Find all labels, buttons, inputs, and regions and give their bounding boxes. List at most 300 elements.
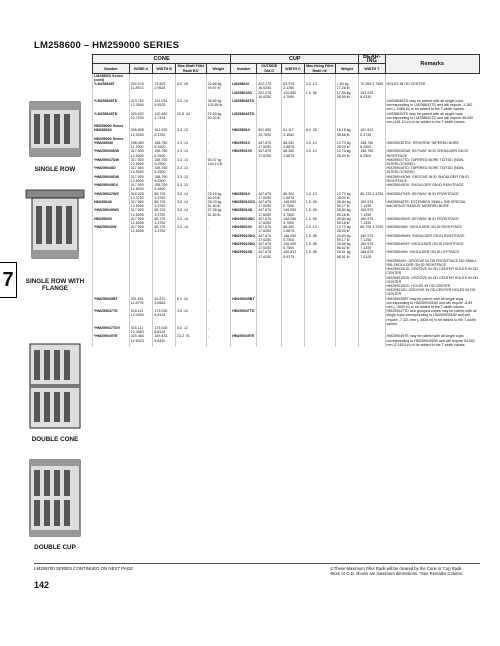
cell-rr bbox=[304, 99, 335, 112]
cell-cw: 120.650 4.7500 bbox=[282, 91, 305, 99]
cell-cup bbox=[231, 183, 257, 191]
cell-remarks bbox=[385, 73, 480, 82]
cell-cone: *HM259030BT bbox=[93, 297, 130, 310]
cell-cwt: 26.84 kg 59.18 lb bbox=[335, 208, 359, 216]
cell-bore: 320.632 12.7033 bbox=[129, 112, 153, 125]
cell-cwt bbox=[335, 267, 359, 275]
cell-cone: *HM259047TDV bbox=[93, 326, 130, 334]
page-number: 142 bbox=[34, 580, 50, 590]
cell-remarks: HM259010DC: HOLES IN OD CENTER bbox=[385, 284, 480, 288]
cell-cw bbox=[282, 276, 305, 284]
cell-wt: 22.83 kg 50.33 lb bbox=[206, 112, 231, 125]
cell-od bbox=[257, 112, 282, 125]
cell-width bbox=[153, 91, 176, 99]
cell-remarks bbox=[385, 208, 480, 216]
cell-wt: - bbox=[206, 297, 231, 310]
cell-t bbox=[359, 288, 385, 296]
cell-cone: *HM259049DX bbox=[93, 183, 130, 191]
cell-r: 3.3 .13 bbox=[175, 149, 206, 157]
cell-t: 85.725 3.3750 bbox=[359, 225, 385, 233]
cell-cone: *HM259047WS bbox=[93, 192, 130, 200]
table-row bbox=[93, 183, 480, 191]
cell-cup: LM258648TD bbox=[231, 99, 257, 112]
cell-cwt bbox=[335, 309, 359, 326]
cell-cup bbox=[231, 166, 257, 174]
cell-bore bbox=[129, 267, 153, 275]
cell-cw bbox=[282, 334, 305, 347]
cell-wt bbox=[206, 276, 231, 284]
cell-t bbox=[359, 259, 385, 267]
cell-rr bbox=[304, 288, 335, 296]
cell-cwt: 7.83 kg 17.26 lb bbox=[335, 82, 359, 90]
cell-cup: HM259047TD bbox=[231, 309, 257, 326]
cell-r: 3.3 .13 bbox=[175, 128, 206, 136]
cell-width: 85.725 3.3750 bbox=[153, 192, 176, 200]
cell-rr: 1.5 .06 bbox=[304, 242, 335, 250]
cell-od bbox=[257, 334, 282, 347]
cell-r: 3.5 .14 bbox=[175, 192, 206, 200]
cell-bore: 317.500 12.5000 bbox=[129, 217, 153, 225]
cell-r: 3.3 .13 bbox=[175, 183, 206, 191]
cell-t bbox=[359, 99, 385, 112]
cell-cone: HM258930 bbox=[93, 128, 130, 136]
cell-cwt bbox=[335, 326, 359, 334]
cell-remarks: HM259049WH: SHOULDER ON ID RIGHTFACE bbox=[385, 234, 480, 242]
cell-cone: *HM259048D bbox=[93, 166, 130, 174]
cell-cone bbox=[93, 91, 130, 99]
table-row bbox=[93, 267, 480, 275]
table-row bbox=[93, 175, 480, 183]
cell-remarks: HM259030DW: KEYWAY IN ID SHOULDER ON ID RIGHTFACE bbox=[385, 149, 480, 157]
cell-t bbox=[359, 175, 385, 183]
cell-wt: - bbox=[206, 141, 231, 149]
bearing-image-single-row-flange bbox=[22, 186, 88, 269]
cell-bore: 316.325 12.3752 bbox=[129, 192, 153, 200]
cell-bore: 301.601 11.8776 bbox=[129, 297, 153, 310]
cell-width: 158.750 6.2500 bbox=[153, 158, 176, 166]
cell-wt bbox=[206, 250, 231, 258]
cell-cup bbox=[231, 288, 257, 296]
cell-wt: - bbox=[206, 183, 231, 191]
cell-wt: - bbox=[206, 326, 231, 334]
cell-wt: 22.66 kg 49.97 lb bbox=[206, 82, 231, 90]
cell-od: 447.675 17.6250 bbox=[257, 141, 282, 149]
label-single-row: SINGLE ROW bbox=[34, 166, 76, 173]
bearing-image-double-cone bbox=[22, 340, 88, 437]
table-row bbox=[93, 73, 480, 82]
cell-wt: 27.95 kg 61.64 lb bbox=[206, 208, 231, 216]
cell-t: 158.750 6.2500 bbox=[359, 149, 385, 157]
cell-cwt: 25.66 kg 56.62 lb bbox=[335, 242, 359, 250]
cell-remarks: HM259049WT: SHOULDER ON ID RIGHTFACE bbox=[385, 242, 480, 250]
cell-bore: 317.500 12.5000 bbox=[129, 225, 153, 233]
footnote-2: ²Bore or O.D. shown are maximum dimensions. *See Remarks Column. bbox=[330, 571, 464, 576]
cell-rr: 1.5 .06 bbox=[304, 200, 335, 208]
cell-cup: HM258910 bbox=[231, 128, 257, 136]
cell-od: 447.675 17.6250 bbox=[257, 225, 282, 233]
bearing-image-double-cup bbox=[22, 456, 88, 545]
table-row bbox=[93, 208, 480, 216]
cell-r: 3.0 .12 bbox=[175, 326, 206, 334]
cell-od bbox=[257, 73, 282, 82]
cell-t bbox=[359, 267, 385, 275]
cell-t bbox=[359, 158, 385, 166]
cell-cwt: 12.70 kg 28.00 lb bbox=[335, 141, 359, 149]
cell-od: 422.275 16.6250 bbox=[257, 82, 282, 90]
table-row bbox=[93, 259, 480, 267]
cell-t bbox=[359, 276, 385, 284]
table-row bbox=[93, 276, 480, 284]
cell-t: 180.975 7.1250 bbox=[359, 217, 385, 225]
cell-rr bbox=[304, 276, 335, 284]
table-row bbox=[93, 192, 480, 200]
cell-cone bbox=[93, 267, 130, 275]
cell-cup bbox=[231, 259, 257, 267]
cell-bore: 298.450 11.7500 bbox=[129, 141, 153, 149]
cell-t: 85.725 3.3750 bbox=[359, 192, 385, 200]
cell-remarks: HM259030BT may be paired with all single cups corresponding to HM259030DW and will require -8.89 mm (-.3500 in) to be added to the T-width values. bbox=[385, 297, 480, 310]
cell-cup: HM259010DC bbox=[231, 217, 257, 225]
cell-rr bbox=[304, 334, 335, 347]
cell-rr: 3.3 .13 bbox=[304, 225, 335, 233]
cell-width: 85.725 3.3750 bbox=[153, 225, 176, 233]
cell-wt bbox=[206, 242, 231, 250]
cell-cwt: 12.70 kg 28.00 lb bbox=[335, 225, 359, 233]
cell-wt: - bbox=[206, 334, 231, 347]
cell-cwt: 12.70 kg 28.00 lb bbox=[335, 192, 359, 200]
section-tab: 7 bbox=[0, 262, 17, 298]
cell-cup bbox=[231, 158, 257, 166]
cell-t: 180.975 7.1250 bbox=[359, 242, 385, 250]
cell-bore bbox=[129, 288, 153, 296]
cell-r bbox=[175, 242, 206, 250]
cell-cone bbox=[93, 259, 130, 267]
cell-cw bbox=[282, 267, 305, 275]
table-row bbox=[93, 149, 480, 157]
label-single-row-flange: SINGLE ROW WITH FLANGE bbox=[25, 278, 85, 292]
cell-t: 161.922 6.3749 bbox=[359, 128, 385, 136]
cell-r bbox=[175, 288, 206, 296]
cell-width bbox=[153, 73, 176, 82]
cell-cone: *HM259030DW bbox=[93, 149, 130, 157]
cell-width: 173.035 6.8124 bbox=[153, 309, 176, 326]
col-cup-weight: Weight bbox=[335, 64, 359, 73]
cell-cone: *HM259030 bbox=[93, 141, 130, 149]
header-bearing: BEAR-ING bbox=[359, 55, 385, 64]
cell-cup bbox=[231, 276, 257, 284]
cell-rr: 3.3 .13 bbox=[304, 149, 335, 157]
cell-t: 70.269 2.7665 bbox=[359, 82, 385, 90]
table-row bbox=[93, 200, 480, 208]
cell-wt bbox=[206, 288, 231, 296]
cell-cone: *HM259047DW bbox=[93, 158, 130, 166]
cell-cone bbox=[93, 242, 130, 250]
label-double-cup: DOUBLE CUP bbox=[34, 544, 76, 551]
table-row bbox=[93, 82, 480, 90]
cell-cone: *HM259047TD bbox=[93, 309, 130, 326]
cell-remarks: HM259049TE may be paired with all single cups corresponding to HM259030DW and will require 54.902 mm (2.1615 in) to be added to the T-width values. bbox=[385, 334, 480, 347]
header-cup: CUP bbox=[231, 55, 359, 64]
cell-cup bbox=[231, 267, 257, 275]
cell-wt: - bbox=[206, 175, 231, 183]
cell-remarks: HM259030TD1: REVERSE TAPERED BORE bbox=[385, 141, 480, 149]
cell-od: 447.675 17.6250 bbox=[257, 242, 282, 250]
cell-r: 3.3 .13 bbox=[175, 141, 206, 149]
cell-rr: 1.5 .06 bbox=[304, 208, 335, 216]
col-t-width: WIDTH T bbox=[359, 64, 385, 73]
bearing-image-single-row bbox=[22, 96, 88, 167]
cell-rr: 6.4 .25 bbox=[304, 128, 335, 136]
cell-cwt bbox=[335, 175, 359, 183]
cell-cwt: 12.70 kg 28.00 lb bbox=[335, 149, 359, 157]
cell-bore: 317.500 12.5000 bbox=[129, 200, 153, 208]
table-row bbox=[93, 112, 480, 125]
cell-rr bbox=[304, 183, 335, 191]
table-row bbox=[93, 288, 480, 296]
label-double-cone: DOUBLE CONE bbox=[31, 436, 79, 443]
continued-note: LM259700 SERIES CONTINUED ON NEXT PAGE bbox=[34, 566, 134, 571]
cell-cwt: 26.61 kg 58.41 lb bbox=[335, 250, 359, 258]
cell-width: 141.034 5.5525 bbox=[153, 99, 176, 112]
cell-t bbox=[359, 183, 385, 191]
cell-cup: LM258610D bbox=[231, 91, 257, 99]
table-row bbox=[93, 234, 480, 242]
cell-width bbox=[153, 288, 176, 296]
cell-wt: 46.65 kg 102.85 lb bbox=[206, 99, 231, 112]
cell-od bbox=[257, 297, 282, 310]
cell-wt: 28.03 kg 61.80 lb bbox=[206, 200, 231, 208]
cell-remarks: HM259049DX: SHOULDER ON ID RIGHTFACE bbox=[385, 183, 480, 191]
cell-rr bbox=[304, 267, 335, 275]
cell-cw: 146.050 5.7500 bbox=[282, 208, 305, 216]
cell-r bbox=[175, 250, 206, 258]
cell-r: 3.5 .14 bbox=[175, 217, 206, 225]
cell-cwt bbox=[335, 288, 359, 296]
cell-od bbox=[257, 99, 282, 112]
cell-remarks: LM258649TE may be paired with all single cups corresponding to LM258642TD and will require 46.000 mm (181.10 in) to be added to the T-width values. bbox=[385, 112, 480, 125]
table-row bbox=[93, 309, 480, 326]
cell-bore: 317.500 12.5000 bbox=[129, 166, 153, 174]
cell-od: 447.675 17.6250 bbox=[257, 250, 282, 258]
cell-r: 10.8 .34 bbox=[175, 112, 206, 125]
cell-width: 149.433 5.8430 bbox=[153, 334, 176, 347]
cell-rr bbox=[304, 326, 335, 334]
table-row bbox=[93, 166, 480, 174]
cell-cwt bbox=[335, 99, 359, 112]
cell-wt bbox=[206, 91, 231, 99]
cell-remarks: HM259049DW: GROOVE IN ID SHOULDER ON ID RIGHTFACE bbox=[385, 175, 480, 183]
cell-cw: 68.262 2.6875 bbox=[282, 149, 305, 157]
table-row bbox=[93, 99, 480, 112]
cell-cw bbox=[282, 99, 305, 112]
cell-r: 3.3 .13 bbox=[175, 158, 206, 166]
col-bore: BORE d bbox=[129, 64, 153, 73]
header-remarks: Remarks bbox=[385, 55, 480, 74]
cell-cwt: 16.18 kg 35.66 lb bbox=[335, 128, 359, 136]
cell-t bbox=[359, 334, 385, 347]
cell-wt: - bbox=[206, 128, 231, 136]
cell-t bbox=[359, 112, 385, 125]
cell-wt: 65.37 kg 144.13 lb bbox=[206, 158, 231, 166]
cell-bore bbox=[129, 276, 153, 284]
cell-t: 180.975 7.1250 bbox=[359, 200, 385, 208]
cell-remarks: HM259047WS: KEYWAY IN ID FRONTFACE bbox=[385, 192, 480, 200]
cell-bore bbox=[129, 242, 153, 250]
cell-cone: HM259000 Series bbox=[93, 137, 130, 141]
cell-r bbox=[175, 234, 206, 242]
cell-width: 120.462 4.7434 bbox=[153, 112, 176, 125]
cell-cone bbox=[93, 288, 130, 296]
cell-cwt: 26.84 kg 59.17 lb bbox=[335, 234, 359, 242]
cell-od: 422.275 16.6250 bbox=[257, 91, 282, 99]
cell-width: 173.035 6.8124 bbox=[153, 326, 176, 334]
col-hsing-radii: Max Hsing Fillet Radii r① bbox=[306, 64, 334, 73]
cell-t bbox=[359, 297, 385, 310]
cell-wt: - bbox=[206, 225, 231, 233]
cell-remarks: HM259049X: GROOVE IN OD FRONTFACE NO SMALL RIB SHOULDER ON ID RIGHTFACE bbox=[385, 259, 480, 267]
cell-cup: HM259010D bbox=[231, 250, 257, 258]
cell-wt bbox=[206, 73, 231, 82]
cell-width bbox=[153, 259, 176, 267]
cell-r bbox=[175, 259, 206, 267]
cell-od: 447.675 17.6250 bbox=[257, 217, 282, 225]
cell-cone: LM258600 Series (cont) bbox=[93, 73, 130, 82]
cell-cone: *HM259049W bbox=[93, 225, 130, 233]
cell-cwt bbox=[335, 112, 359, 125]
table-row bbox=[93, 217, 480, 225]
cell-rr: 3.3 .13 bbox=[304, 192, 335, 200]
cell-bore: 317.500 12.5000 bbox=[129, 158, 153, 166]
cell-cw: 150.812 5.9375 bbox=[282, 250, 305, 258]
cell-cwt: 17.50 kg 38.59 lb bbox=[335, 91, 359, 99]
cell-bore: 317.500 12.5000 bbox=[129, 183, 153, 191]
cell-width: 158.750 6.2500 bbox=[153, 166, 176, 174]
col-outside-dia: OUTSIDE DIA D bbox=[257, 64, 282, 73]
cell-r bbox=[175, 276, 206, 284]
cell-cw bbox=[282, 183, 305, 191]
cell-cup: HM259010DD bbox=[231, 242, 257, 250]
cell-cup: LM258610 bbox=[231, 82, 257, 90]
cell-bore: 316.111 12.4453 bbox=[129, 326, 153, 334]
cell-bore: 316.111 12.4453 bbox=[129, 309, 153, 326]
cell-od bbox=[257, 309, 282, 326]
cell-cup: HM259049TE bbox=[231, 334, 257, 347]
footnotes bbox=[330, 566, 480, 576]
cell-cw bbox=[282, 112, 305, 125]
cell-r bbox=[175, 91, 206, 99]
cell-rr bbox=[304, 297, 335, 310]
table-row bbox=[93, 91, 480, 99]
cell-wt: 29.16 kg 64.29 lb bbox=[206, 192, 231, 200]
cell-od: 501.650 19.7500 bbox=[257, 128, 282, 136]
footnote-1: ①These Maximum Fillet Radii will be cleared by the Cone or Cup Radii. bbox=[330, 566, 463, 571]
cell-cone: HM258000 Series bbox=[93, 124, 130, 128]
table-row bbox=[93, 242, 480, 250]
table-row bbox=[93, 334, 480, 347]
table-row bbox=[93, 326, 480, 334]
cell-rr bbox=[304, 112, 335, 125]
col-shaft-radii: Max Shaft Fillet Radii R① bbox=[175, 64, 206, 73]
cell-cwt bbox=[335, 166, 359, 174]
cell-cone: *LM258649TD bbox=[93, 112, 130, 125]
cell-wt bbox=[206, 267, 231, 275]
cell-cw bbox=[282, 166, 305, 174]
col-cone-weight: Weight bbox=[206, 64, 231, 73]
cell-width: 158.750 6.2500 bbox=[153, 183, 176, 191]
cell-remarks bbox=[385, 128, 480, 136]
cell-bore: 317.500 12.5000 bbox=[129, 175, 153, 183]
cell-t bbox=[359, 309, 385, 326]
cell-bore bbox=[129, 73, 153, 82]
cell-cwt bbox=[335, 73, 359, 82]
cell-cup: HM259010V bbox=[231, 225, 257, 233]
cell-cw: 146.050 5.7500 bbox=[282, 217, 305, 225]
cell-wt: - bbox=[206, 149, 231, 157]
cell-remarks bbox=[385, 91, 480, 99]
cell-bore: 317.500 12.5000 bbox=[129, 208, 153, 216]
header-cone: CONE bbox=[93, 55, 231, 64]
cell-od bbox=[257, 183, 282, 191]
cell-width: 85.725 3.3750 bbox=[153, 200, 176, 208]
cell-od bbox=[257, 288, 282, 296]
cell-cwt bbox=[335, 334, 359, 347]
cell-r: 3.5 .14 bbox=[175, 225, 206, 233]
cell-r: 3.3 .13 bbox=[175, 175, 206, 183]
cell-cwt bbox=[335, 259, 359, 267]
cell-remarks: HM259049W: SHOULDER ON ID LEFTFACE bbox=[385, 250, 480, 258]
cell-width bbox=[153, 234, 176, 242]
cell-bore: 317.500 12.5000 bbox=[129, 149, 153, 157]
table-row bbox=[93, 128, 480, 136]
cell-cw bbox=[282, 288, 305, 296]
cell-od bbox=[257, 276, 282, 284]
footer-rule bbox=[34, 563, 480, 564]
cell-bore: 313.762 12.3540 bbox=[129, 99, 153, 112]
cell-remarks: HM259047TD and grouped cones may be paired with all single cups corresponding to HM259030DW and will require -7.321 mm (-.0828 in) to be added to the T-width values. bbox=[385, 309, 480, 326]
cell-bore: 306.808 12.0000 bbox=[129, 128, 153, 136]
cell-width: 85.725 3.3750 bbox=[153, 208, 176, 216]
cell-cwt bbox=[335, 183, 359, 191]
cell-cwt: 26.84 kg 59.17 lb bbox=[335, 200, 359, 208]
cell-t bbox=[359, 166, 385, 174]
cell-rr bbox=[304, 259, 335, 267]
cell-cone: *HM259049WS bbox=[93, 208, 130, 216]
cell-remarks: HM259047TD: TAPERED BORE TD/TDD (NON-INTERLOCKING) bbox=[385, 158, 480, 166]
cell-width: 158.750 6.2500 bbox=[153, 141, 176, 149]
table-row bbox=[93, 141, 480, 149]
cell-remarks: HM259010DD: GROOVE IN OD CENTER HOLES IN OD CENTER bbox=[386, 275, 478, 284]
cell-remarks: HM259048TD: TAPERED BORE TD/TDD (NON-INTERLOCKING) bbox=[385, 166, 480, 174]
cell-r: 6.5 .26 bbox=[175, 82, 206, 90]
cell-r: 3.5 .14 bbox=[175, 99, 206, 112]
cell-width: 161.925 6.3750 bbox=[153, 128, 176, 136]
table-row bbox=[93, 297, 480, 310]
cell-cup: HM259030BT bbox=[231, 297, 257, 310]
cell-width: 85.725 3.3750 bbox=[153, 217, 176, 225]
cell-remarks bbox=[385, 326, 480, 334]
cell-cw bbox=[282, 175, 305, 183]
table-row bbox=[93, 158, 480, 166]
cell-cwt bbox=[335, 297, 359, 310]
cell-cone bbox=[93, 234, 130, 242]
cell-rr bbox=[304, 309, 335, 326]
cell-r bbox=[175, 267, 206, 275]
cell-wt bbox=[206, 234, 231, 242]
cell-t: 180.975 7.1250 bbox=[359, 208, 385, 216]
cell-r: 3.0 .12 bbox=[175, 309, 206, 326]
cell-cup: HM259010V bbox=[231, 149, 257, 157]
cell-width: 74.803 2.9524 bbox=[153, 82, 176, 90]
